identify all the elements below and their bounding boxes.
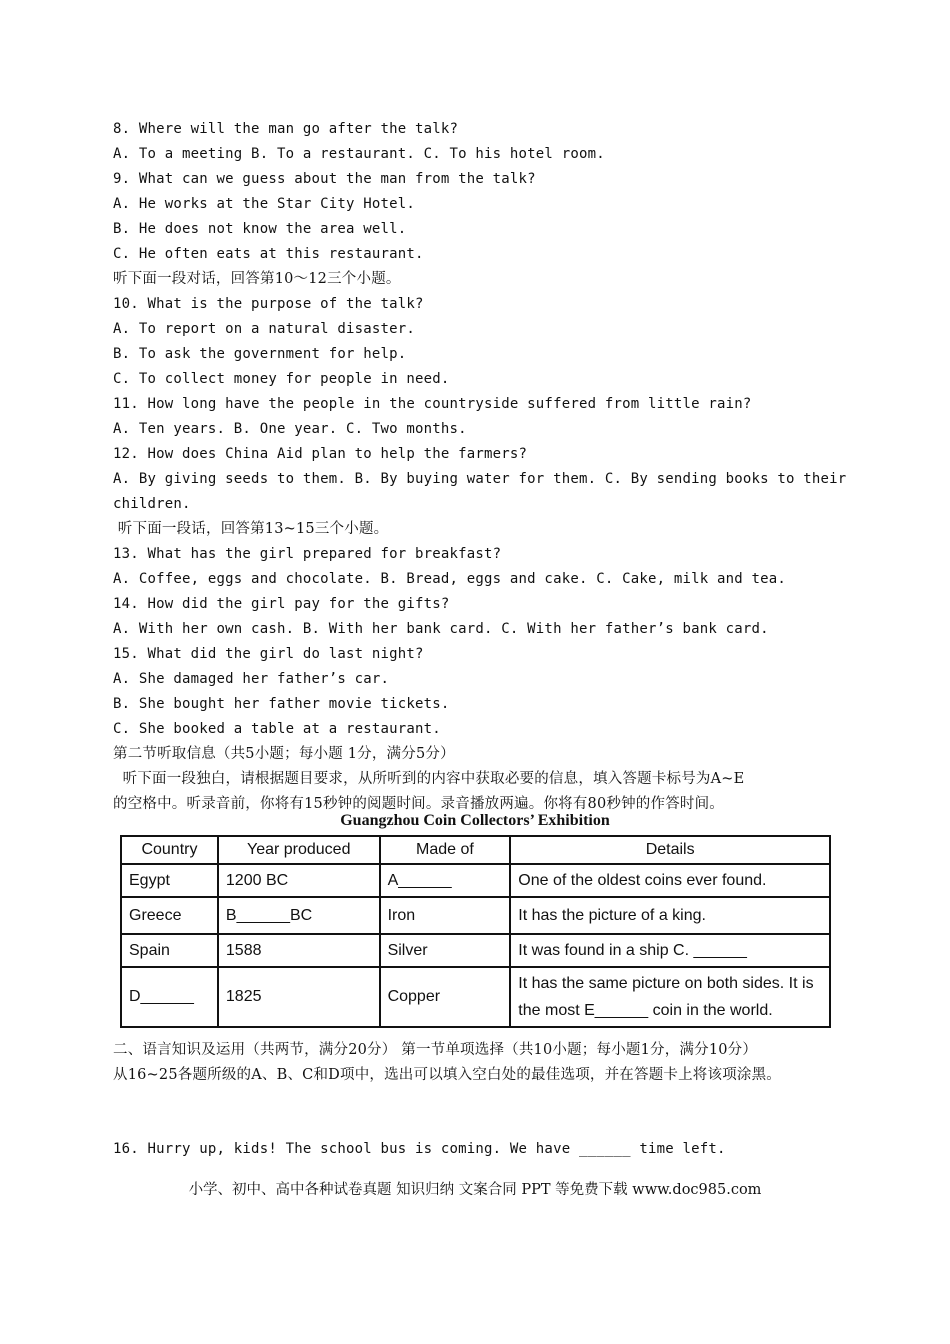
table-row (121, 934, 830, 967)
question-line: A. By giving seeds to them. B. By buying water for them. C. By sending books to their (113, 471, 847, 487)
question-line: A. To report on a natural disaster. (113, 321, 416, 337)
cell-country: Spain (121, 934, 218, 967)
question-line: A. She damaged her father’s car. (113, 671, 390, 687)
question-line: 9. What can we guess about the man from the talk? (113, 171, 536, 187)
question-line: 10. What is the purpose of the talk? (113, 296, 424, 312)
table-header-row (121, 836, 830, 864)
cell-material: Silver (380, 934, 511, 967)
question-line: 14. How did the girl pay for the gifts? (113, 596, 450, 612)
question-line: C. He often eats at this restaurant. (113, 246, 424, 262)
cell-details: It has the picture of a king. (510, 897, 830, 934)
question-line: A. Coffee, eggs and chocolate. B. Bread, eggs and cake. C. Cake, milk and tea. (113, 571, 787, 587)
cell-country: Egypt (121, 864, 218, 897)
instruction-line: 听下面一段话，回答第13~15三个小题。 (113, 521, 389, 537)
header-details: Details (510, 836, 830, 864)
cell-country: Greece (121, 897, 218, 934)
question-line: A. He works at the Star City Hotel. (113, 196, 416, 212)
question-16 (113, 1137, 838, 1162)
cell-details: It was found in a ship C. ______ (510, 934, 830, 967)
table-title: Guangzhou Coin Collectors’ Exhibition (340, 812, 610, 829)
question-line: A. Ten years. B. One year. C. Two months. (113, 421, 467, 437)
cell-country: D______ (121, 967, 218, 1027)
table-row (121, 967, 830, 1027)
question-line: A. To a meeting B. To a restaurant. C. To his hotel room. (113, 146, 605, 162)
question-line: 13. What has the girl prepared for breakfast? (113, 546, 502, 562)
instruction-line: 的空格中。听录音前，你将有15秒钟的阅题时间。录音播放两遍。你将有80秒钟的作答时间。 (113, 796, 724, 812)
header-made-of: Made of (380, 836, 511, 864)
question-line: B. She bought her father movie tickets. (113, 696, 450, 712)
question-line: A. With her own cash. B. With her bank card. C. With her father’s bank card. (113, 621, 769, 637)
table-row (121, 897, 830, 934)
question-16-text: 16. Hurry up, kids! The school bus is coming. We have ______ time left. (113, 1141, 726, 1157)
question-block (113, 117, 847, 817)
cell-year: 1825 (218, 967, 380, 1027)
question-line: children. (113, 496, 191, 512)
question-line: 11. How long have the people in the countryside suffered from little rain? (113, 396, 752, 412)
section-instruction: 从16~25各题所级的A、B、C和D项中，选出可以填入空白处的最佳选项，并在答题卡上将该项涂黑。 (113, 1067, 781, 1083)
question-line: 12. How does China Aid plan to help the farmers? (113, 446, 528, 462)
question-line: B. He does not know the area well. (113, 221, 407, 237)
table-row (121, 864, 830, 897)
cell-details: It has the same picture on both sides. It is the most E______ coin in the world. (510, 967, 830, 1027)
question-line: C. To collect money for people in need. (113, 371, 450, 387)
cell-year: 1588 (218, 934, 380, 967)
instruction-line: 听下面一段对话，回答第10～12三个小题。 (113, 271, 401, 287)
instruction-line: 第二节听取信息（共5小题；每小题 1分，满分5分） (113, 746, 455, 762)
question-line: C. She booked a table at a restaurant. (113, 721, 441, 737)
page-footer: 小学、初中、高中各种试卷真题 知识归纳 文案合同 PPT 等免费下载 www.doc985.com (188, 1182, 762, 1198)
cell-material: A______ (380, 864, 511, 897)
question-line: 8. Where will the man go after the talk? (113, 121, 459, 137)
header-country: Country (121, 836, 218, 864)
exhibition-table (120, 835, 831, 1028)
question-line: 15. What did the girl do last night? (113, 646, 424, 662)
cell-material: Copper (380, 967, 511, 1027)
cell-material: Iron (380, 897, 511, 934)
question-line: B. To ask the government for help. (113, 346, 407, 362)
cell-details: One of the oldest coins ever found. (510, 864, 830, 897)
section-heading: 二、语言知识及运用（共两节，满分20分） 第一节单项选择（共10小题；每小题1分，满分10分） (113, 1042, 758, 1058)
instruction-line: 听下面一段独白，请根据题目要求，从所听到的内容中获取必要的信息，填入答题卡标号为A~E (113, 771, 745, 787)
header-year-produced: Year produced (218, 836, 380, 864)
cell-year: 1200 BC (218, 864, 380, 897)
cell-year: B______BC (218, 897, 380, 934)
section-two-instructions (113, 1038, 843, 1088)
